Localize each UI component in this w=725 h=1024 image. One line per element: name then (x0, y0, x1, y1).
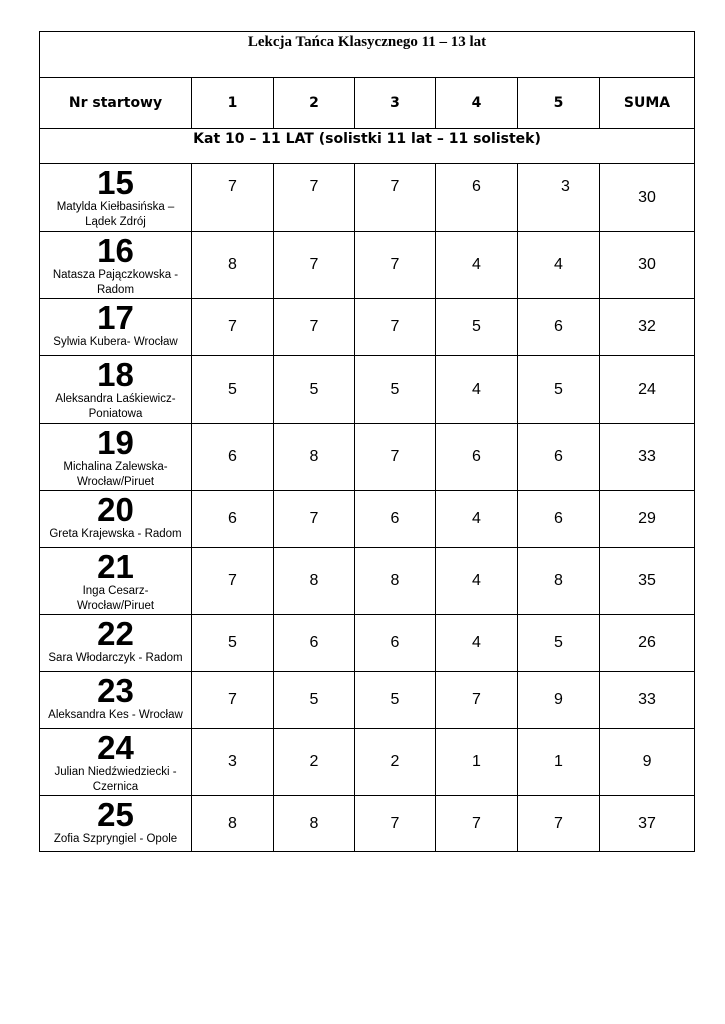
sum-score: 37 (600, 796, 695, 852)
table-row (40, 615, 695, 672)
start-number: 23 (97, 672, 134, 709)
judge-2-score: 8 (274, 424, 355, 491)
judge-1-score: 8 (192, 796, 274, 852)
contestant-cell (40, 299, 192, 356)
contestant-name: Sylwia Kubera- Wrocław (53, 336, 178, 348)
judge-2-score: 8 (274, 548, 355, 615)
contestant-cell (40, 491, 192, 548)
judge-1-score: 7 (192, 299, 274, 356)
judge-4-score: 6 (436, 424, 518, 491)
judge-1-score: 6 (192, 424, 274, 491)
judge-5-score: 6 (518, 424, 600, 491)
judge-4-score: 6 (436, 164, 518, 232)
contestant-cell (40, 796, 192, 852)
table-row (40, 548, 695, 615)
sum-score: 32 (600, 299, 695, 356)
judge-3-score: 7 (355, 164, 436, 232)
contestant-cell (40, 424, 192, 491)
header-judge-2: 2 (274, 78, 355, 129)
header-row (40, 78, 695, 129)
judge-3-score: 5 (355, 672, 436, 729)
judge-3-score: 5 (355, 356, 436, 424)
start-number: 22 (97, 615, 134, 652)
category-label: Kat 10 – 11 LAT (solistki 11 lat – 11 solistek) (40, 129, 695, 164)
judge-4-score: 5 (436, 299, 518, 356)
contestant-name: Inga Cesarz-Wrocław/Piruet (76, 585, 155, 612)
judge-4-score: 7 (436, 796, 518, 852)
results-table (39, 31, 695, 852)
judge-5-score: 9 (518, 672, 600, 729)
results-table-body (40, 32, 695, 852)
judge-4-score: 4 (436, 232, 518, 299)
judge-5-score: 4 (518, 232, 600, 299)
judge-4-score: 1 (436, 729, 518, 796)
judge-5-score: 3 (518, 164, 600, 232)
judge-1-score: 5 (192, 615, 274, 672)
start-number: 18 (97, 356, 134, 393)
judge-1-score: 7 (192, 548, 274, 615)
start-number: 15 (97, 164, 134, 201)
sum-score: 30 (600, 164, 695, 232)
judge-5-score: 6 (518, 491, 600, 548)
header-judge-3: 3 (355, 78, 436, 129)
judge-3-score: 7 (355, 299, 436, 356)
contestant-name: Michalina Zalewska-Wrocław/Piruet (63, 461, 168, 488)
judge-4-score: 4 (436, 491, 518, 548)
header-sum: SUMA (600, 78, 695, 129)
sum-score: 26 (600, 615, 695, 672)
judge-2-score: 7 (274, 299, 355, 356)
header-judge-5: 5 (518, 78, 600, 129)
judge-5-score: 7 (518, 796, 600, 852)
table-row (40, 672, 695, 729)
category-row (40, 129, 695, 164)
judge-3-score: 6 (355, 491, 436, 548)
judge-2-score: 5 (274, 672, 355, 729)
table-row (40, 232, 695, 299)
contestant-cell (40, 615, 192, 672)
sum-score: 29 (600, 491, 695, 548)
judge-2-score: 8 (274, 796, 355, 852)
contestant-cell (40, 548, 192, 615)
judge-2-score: 2 (274, 729, 355, 796)
judge-3-score: 8 (355, 548, 436, 615)
table-row (40, 299, 695, 356)
table-row (40, 491, 695, 548)
judge-2-score: 7 (274, 232, 355, 299)
table-row (40, 729, 695, 796)
sum-score: 33 (600, 424, 695, 491)
contestant-name: Aleksandra Kes - Wrocław (48, 709, 183, 721)
judge-1-score: 3 (192, 729, 274, 796)
judge-4-score: 4 (436, 356, 518, 424)
judge-1-score: 8 (192, 232, 274, 299)
title-row (40, 32, 695, 78)
table-row (40, 424, 695, 491)
sum-score: 30 (600, 232, 695, 299)
judge-3-score: 2 (355, 729, 436, 796)
contestant-cell (40, 164, 192, 232)
header-judge-4: 4 (436, 78, 518, 129)
start-number: 20 (97, 491, 134, 528)
judge-5-score: 6 (518, 299, 600, 356)
judge-3-score: 7 (355, 796, 436, 852)
sum-score: 33 (600, 672, 695, 729)
contestant-name: Greta Krajewska - Radom (49, 528, 182, 540)
table-row (40, 796, 695, 852)
table-row (40, 356, 695, 424)
judge-2-score: 5 (274, 356, 355, 424)
start-number: 19 (97, 424, 134, 461)
judge-4-score: 7 (436, 672, 518, 729)
judge-2-score: 7 (274, 491, 355, 548)
sum-score: 24 (600, 356, 695, 424)
contestant-name: Julian Niedźwiedziecki - Czernica (54, 766, 177, 793)
contestant-cell (40, 672, 192, 729)
start-number: 25 (97, 796, 134, 833)
table-title: Lekcja Tańca Klasycznego 11 – 13 lat (40, 32, 695, 78)
table-row (40, 164, 695, 232)
contestant-cell (40, 356, 192, 424)
contestant-cell (40, 232, 192, 299)
judge-2-score: 7 (274, 164, 355, 232)
judge-5-score: 8 (518, 548, 600, 615)
header-start-number: Nr startowy (40, 78, 192, 129)
judge-1-score: 6 (192, 491, 274, 548)
judge-4-score: 4 (436, 615, 518, 672)
start-number: 17 (97, 299, 134, 336)
contestant-name: Natasza Pajączkowska - Radom (52, 269, 179, 296)
contestant-cell (40, 729, 192, 796)
contestant-name: Zofia Szpryngiel - Opole (53, 833, 178, 845)
judge-2-score: 6 (274, 615, 355, 672)
judge-5-score: 5 (518, 615, 600, 672)
contestant-name: Aleksandra Laśkiewicz-Poniatowa (55, 393, 176, 420)
judge-5-score: 1 (518, 729, 600, 796)
judge-1-score: 7 (192, 672, 274, 729)
sum-score: 35 (600, 548, 695, 615)
judge-3-score: 7 (355, 424, 436, 491)
header-judge-1: 1 (192, 78, 274, 129)
start-number: 21 (97, 548, 134, 585)
contestant-name: Sara Włodarczyk - Radom (48, 652, 183, 664)
judge-3-score: 7 (355, 232, 436, 299)
judge-5-score: 5 (518, 356, 600, 424)
judge-1-score: 5 (192, 356, 274, 424)
start-number: 16 (97, 232, 134, 269)
start-number: 24 (97, 729, 134, 766)
sum-score: 9 (600, 729, 695, 796)
judge-4-score: 4 (436, 548, 518, 615)
judge-1-score: 7 (192, 164, 274, 232)
contestant-name: Matylda Kiełbasińska – Lądek Zdrój (56, 201, 175, 228)
judge-3-score: 6 (355, 615, 436, 672)
